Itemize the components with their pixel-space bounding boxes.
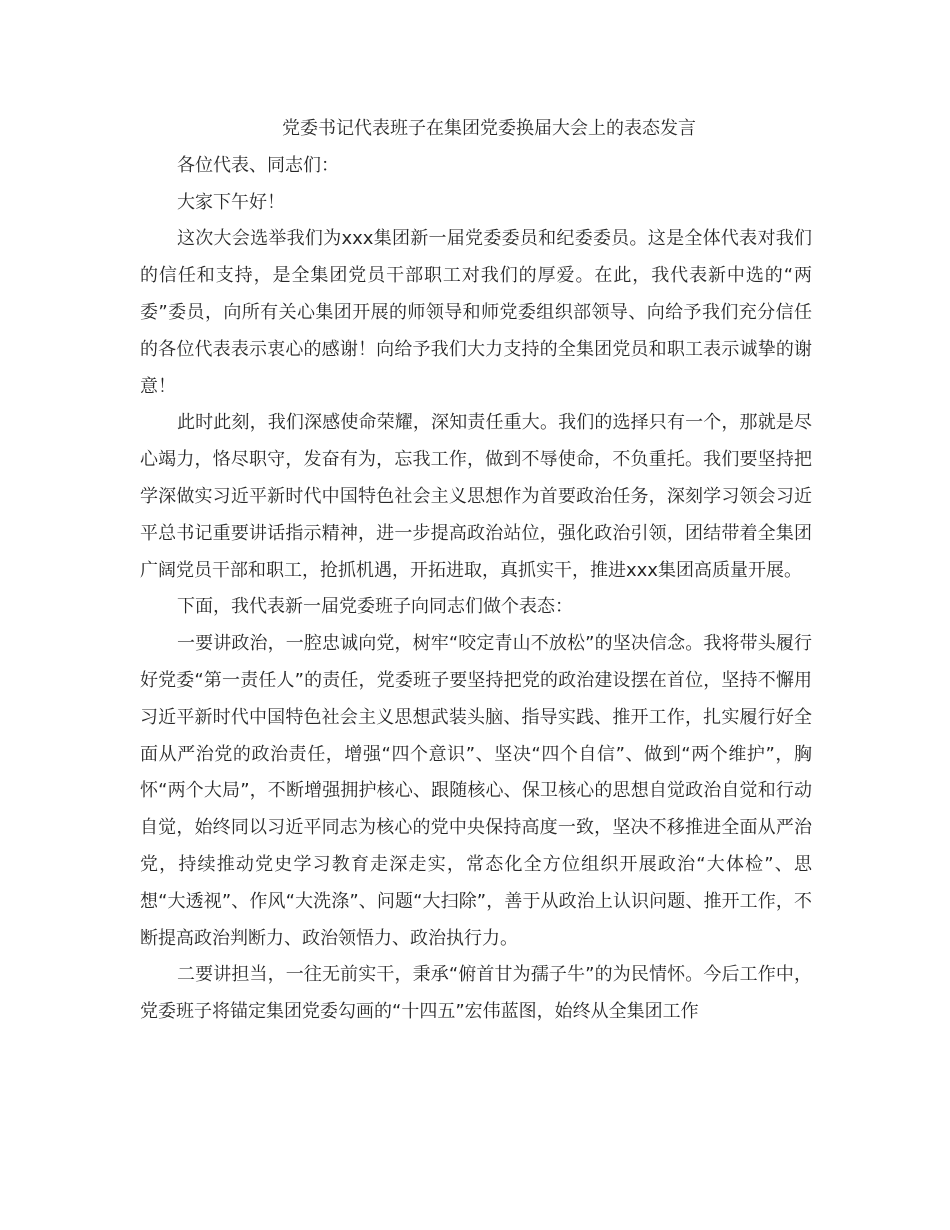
body-paragraph: 此时此刻，我们深感使命荣耀，深知责任重大。我们的选择只有一个，那就是尽心竭力，恪尽职守，发奋有为，忘我工作，做到不辱使命，不负重托。我们要坚持把学深做实习近平新时代中国特色社会主义思想作为首要政治任务，深刻学习领会习近平总书记重要讲话指示精神，进一步提高政治站位，强化政治引领，团结带着全集团广阔党员干部和职工，抢抓机遇，开拓进取，真抓实干，推进xxx集团高质量开展。 — [140, 412, 812, 581]
document-body — [140, 111, 812, 1031]
body-paragraph: 二要讲担当，一往无前实干，秉承“俯首甘为孺子牛”的为民情怀。今后工作中，党委班子将锚定集团党委勾画的“十四五”宏伟蓝图，始终从全集团工作 — [140, 964, 812, 1023]
greeting-paragraph: 各位代表、同志们： — [177, 154, 339, 176]
document-title: 党委书记代表班子在集团党委换届大会上的表态发言 — [282, 118, 696, 139]
salutation-paragraph: 大家下午好！ — [177, 191, 285, 213]
body-paragraph: 下面，我代表新一届党委班子向同志们做个表态： — [177, 596, 573, 618]
body-paragraph: 这次大会选举我们为xxx集团新一届党委委员和纪委委员。这是全体代表对我们的信任和支持，是全集团党员干部职工对我们的厚爱。在此，我代表新中选的“两委”委员，向所有关心集团开展的师领导和师党委组织部领导、向给予我们充分信任的各位代表表示衷心的感谢！向给予我们大力支持的全集团党员和职工表示诚挚的谢意！ — [140, 228, 812, 397]
body-paragraph: 一要讲政治，一腔忠诚向党，树牢“咬定青山不放松”的坚决信念。我将带头履行好党委“第一责任人”的责任，党委班子要坚持把党的政治建设摆在首位，坚持不懈用习近平新时代中国特色社会主义思想武装头脑、指导实践、推开工作，扎实履行好全面从严治党的政治责任，增强“四个意识”、坚决“四个自信”、做到“两个维护”，胸怀“两个大局”，不断增强拥护核心、跟随核心、保卫核心的思想自觉政治自觉和行动自觉，始终同以习近平同志为核心的党中央保持高度一致，坚决不移推进全面从严治党，持续推动党史学习教育走深走实，常态化全方位组织开展政治“大体检”、思想“大透视”、作风“大洗涤”、问题“大扫除”，善于从政治上认识问题、推开工作，不断提高政治判断力、政治领悟力、政治执行力。 — [140, 633, 812, 949]
